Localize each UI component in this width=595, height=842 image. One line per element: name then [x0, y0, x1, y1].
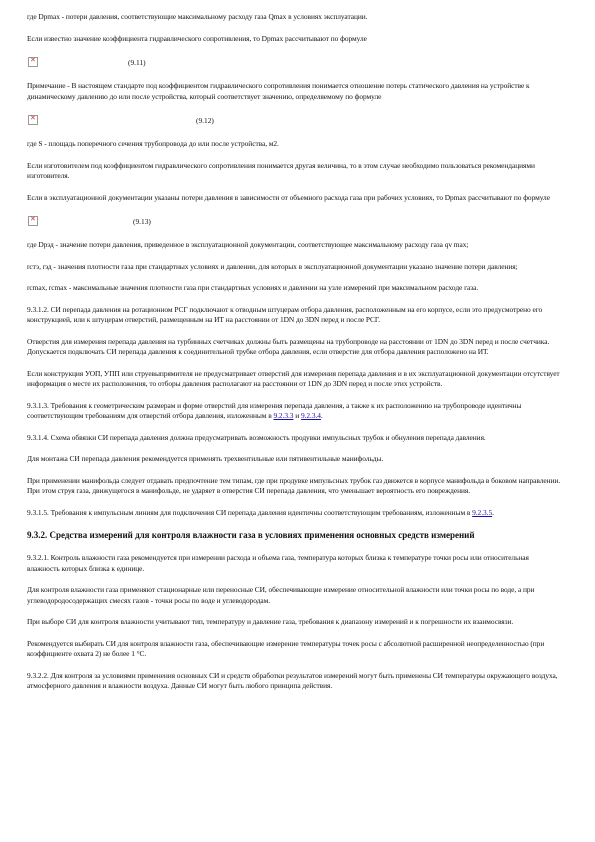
- paragraph: Если изготовителем под коэффициентом гидравлического сопротивления понимается другая величина, то в этом случае необходимо пользоваться рекомендациями изготовителя.: [27, 160, 535, 180]
- broken-image-icon: [28, 57, 38, 67]
- paragraph: Рекомендуется выбирать СИ для контроля влажности газа, обеспечивающие измерение температуры точек росы с абсолютной расширенной неопределенностью (при коэффициенте охвата 2) не более 1 °С.: [27, 638, 545, 658]
- document-page: [27, 12, 562, 703]
- paragraph: rcmax, rcmax - максимальные значения плотности газа при стандартных условиях и давлении на узле измерений при максимальном расходе газа.: [27, 283, 479, 292]
- formula-row: [27, 55, 562, 69]
- link-9-2-3-4[interactable]: 9.2.3.4: [300, 411, 321, 420]
- paragraph: При выборе СИ для контроля влажности учитывают тип, температуру и давление газа, требования к диапазону измерений и к погрешности их взаимосвязи.: [27, 617, 514, 626]
- link-9-2-3-3[interactable]: 9.2.3.3: [273, 411, 294, 420]
- formula-number: (9.12): [196, 115, 214, 125]
- paragraph: [27, 401, 562, 422]
- broken-image-icon: [28, 216, 38, 226]
- formula-number: (9.11): [128, 57, 146, 67]
- paragraph: Если в эксплуатационной документации указаны потери давления в зависимости от объемного расхода газа при рабочих условиях, то Dpmax рассчитывают по формуле: [27, 192, 550, 202]
- paragraph: где S - площадь поперечного сечения трубопровода до или после устройства, м2.: [27, 139, 279, 148]
- note-paragraph: Примечание - В настоящем стандарте под коэффициентом гидравлического сопротивления понимается отношение потерь статического давления на устройстве к динамическому давлению до или после устройства, который соответствует значению, определяемому по формуле: [27, 81, 530, 101]
- paragraph: 9.3.2.1. Контроль влажности газа рекомендуется при измерении расхода и объема газа, температура которых близка к температуре точки росы или относительная влажность которых близка к единице.: [27, 553, 529, 573]
- paragraph: 9.3.2.2. Для контроля за условиями применения основных СИ и средств обработки результатов измерений могут быть применены СИ температуры окружающего воздуха, атмосферного давления и влажности воздуха. Данные СИ могут быть любого принципа действия.: [27, 670, 558, 690]
- paragraph: [27, 508, 562, 519]
- paragraph: Для контроля влажности газа применяют стационарные или переносные СИ, обеспечивающие измерение относительной влажности или точки росы по воде, а при углеводородосодержащих смесях газов - точки росы по воде и углеводородам.: [27, 585, 535, 605]
- link-9-2-3-5[interactable]: 9.2.3.5: [472, 507, 493, 517]
- paragraph: Для монтажа СИ перепада давления рекомендуется применять трехвентильные или пятивентильные манифольды.: [27, 454, 384, 463]
- text-run: .: [320, 411, 323, 420]
- formula-row: [27, 214, 562, 228]
- paragraph: При применении манифольда следует отдавать предпочтение тем типам, где при продувке импульсных трубок газ движется в корпусе манифольда в боковом направлении. При этом струя газа, движущегося в манифольде, не ударяет в отверстия СИ перепада давления, что уменьшает вероятность его повреждения.: [27, 475, 561, 495]
- text-run: 9.3.1.3. Требования к геометрическим размерам и форме отверстий для измерения перепада давления, а также к их расположению на трубопроводе идентичны соответствующим требованиям для отверстий отбора давления, изложенным в: [27, 400, 522, 420]
- paragraph: rcтэ, rэд - значения плотности газа при стандартных условиях и давлении, для которых в эксплуатационной документации указано значение потери давления;: [27, 261, 518, 271]
- formula-number: (9.13): [133, 216, 151, 226]
- text-run: 9.3.1.5. Требования к импульсным линиям для подключения СИ перепада давления идентичны соответствующим требованиям, изложенным в: [27, 507, 473, 517]
- paragraph: 9.3.1.2. СИ перепада давления на ротационном РСГ подключают к отводным штуцерам отбора давления, расположенным на его корпусе, если это предусмотрено его конструкцией, или к штуцерам отверстий, размещенным на ИТ на расстоянии от 1DN до 3DN перед и после РСГ.: [27, 304, 543, 324]
- paragraph: где Dpэд - значение потери давления, приведенное в эксплуатационной документации, соответствующее максимальному расходу газа qv max;: [27, 240, 469, 249]
- text-run: .: [492, 507, 494, 517]
- paragraph: Если известно значение коэффициента гидравлического сопротивления, то Dpmax рассчитывают по формуле: [27, 33, 367, 43]
- paragraph: Отверстия для измерения перепада давления на турбинных счетчиках должны быть размещены на трубопроводе на расстоянии от 1DN до 3DN перед и после счетчика. Допускается подключать СИ перепада давления к соединительной трубке отбора давления, если отверстие для отбора давления расположено на ИТ.: [27, 336, 550, 356]
- text-run: и: [293, 411, 301, 420]
- broken-image-icon: [28, 115, 38, 125]
- section-heading: 9.3.2. Средства измерений для контроля влажности газа в условиях применения основных средств измерений: [27, 530, 475, 540]
- formula-row: [27, 113, 562, 127]
- paragraph: 9.3.1.4. Схема обвязки СИ перепада давления должна предусматривать возможность продувки импульсных трубок и обнуления перепада давления.: [27, 432, 486, 442]
- paragraph: Если конструкция УОП, УПП или струевыпрямителя не предусматривает отверстий для измерения перепада давления и в их эксплуатационной документации отсутствует информация о месте их расположения, то отборы давления располагают на расстоянии от 1DN до 3DN перед и после этих устройств.: [27, 368, 560, 388]
- paragraph: где Dpmax - потери давления, соответствующие максимальному расходу газа Qmax в условиях эксплуатации.: [27, 12, 368, 21]
